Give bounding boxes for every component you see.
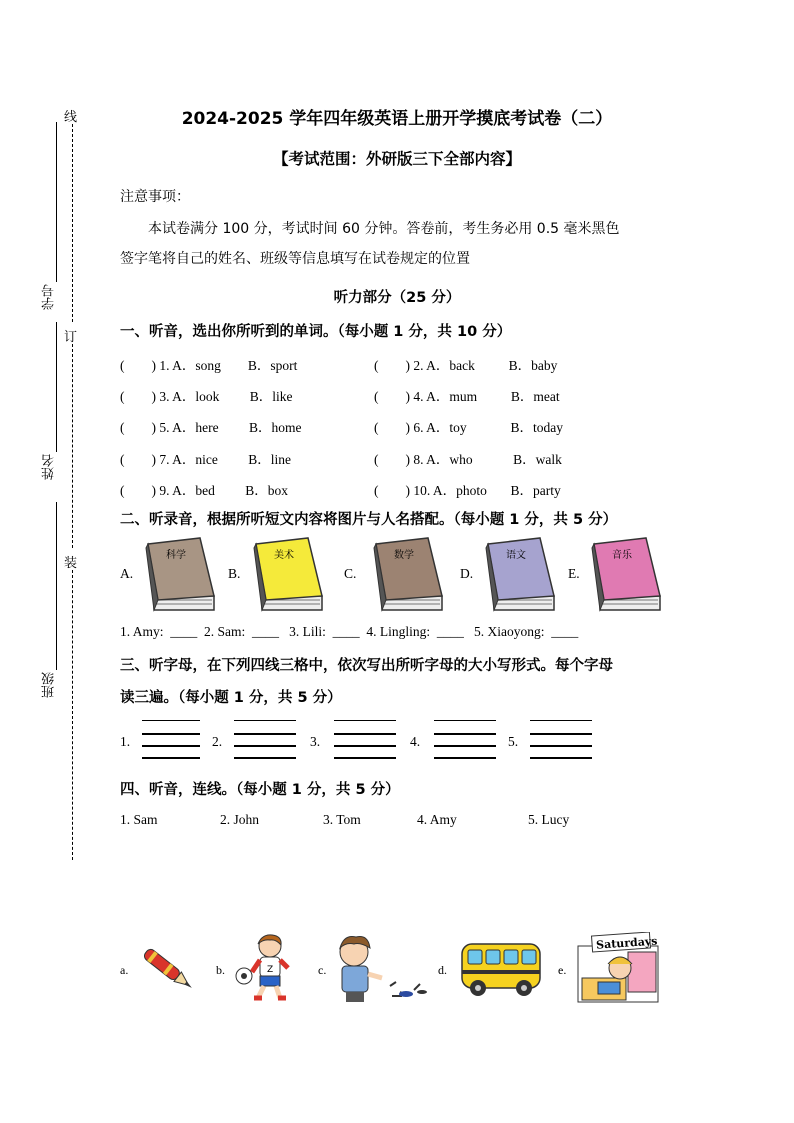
letter-item-number: 5.: [508, 734, 519, 749]
question-row[interactable]: ( ) 3. A．look B．like: [120, 389, 293, 404]
margin-zhuang-label: 装: [64, 556, 78, 571]
picture-letter: d.: [438, 963, 447, 977]
boy-football-icon[interactable]: [232, 932, 298, 1004]
science-book-icon: [144, 536, 216, 612]
book-letter: E.: [568, 566, 580, 581]
question-row[interactable]: ( ) 4. A．mum B．meat: [374, 389, 560, 404]
section-2-header: 二、听录音，根据所听短文内容将图片与人名搭配。（每小题 1 分，共 5 分）: [120, 512, 618, 528]
person-name[interactable]: 4. Amy: [417, 812, 457, 827]
student-number-label: 学号: [42, 284, 57, 310]
question-row[interactable]: ( ) 10. A．photo B．party: [374, 483, 561, 498]
book-letter: C.: [344, 566, 357, 581]
exam-range: 【考试范围：外研版三下全部内容】: [272, 150, 521, 168]
class-line[interactable]: [56, 502, 57, 670]
letter-item-number: 4.: [410, 734, 421, 749]
question-row[interactable]: ( ) 9. A．bed B．box: [120, 483, 288, 498]
book-label: 音乐: [612, 550, 632, 561]
picture-letter: b.: [216, 963, 225, 977]
student-number-line[interactable]: [56, 122, 57, 282]
person-name[interactable]: 1. Sam: [120, 812, 158, 827]
book-label: 科学: [166, 550, 186, 561]
book-label: 数学: [394, 550, 414, 561]
margin-dashed-line: [72, 344, 73, 548]
page-title: 2024-2025 学年四年级英语上册开学摸底考试卷（二）: [181, 109, 613, 129]
picture-letter: c.: [318, 963, 327, 977]
listening-header: 听力部分（25 分）: [333, 290, 461, 306]
question-row[interactable]: ( ) 6. A．toy B．today: [374, 420, 563, 435]
picture-letter: a.: [120, 963, 129, 977]
picture-letter: e.: [558, 963, 567, 977]
section-3-header: 三、听字母，在下列四线三格中，依次写出所听字母的大小写形式。每个字母: [120, 658, 613, 674]
bus-icon[interactable]: [458, 938, 544, 1000]
book-label: 美术: [274, 550, 294, 561]
person-name[interactable]: 5. Lucy: [528, 812, 570, 827]
person-name[interactable]: 3. Tom: [323, 812, 361, 827]
book-letter: D.: [460, 566, 474, 581]
student-name-line[interactable]: [56, 322, 57, 452]
student-name-label: 姓名: [42, 454, 57, 480]
question-row[interactable]: ( ) 1. A．song B．sport: [120, 358, 298, 373]
saturdays-icon[interactable]: [576, 932, 662, 1004]
math-book-icon: [372, 536, 444, 612]
chinese-book-icon: [484, 536, 556, 612]
section-3-header: 读三遍。（每小题 1 分，共 5 分）: [120, 690, 342, 706]
question-row[interactable]: ( ) 2. A．back B．baby: [374, 358, 558, 373]
person-name[interactable]: 2. John: [220, 812, 260, 827]
margin-ding-label: 订: [64, 330, 78, 345]
art-book-icon: [252, 536, 324, 612]
margin-line-label: 线: [64, 110, 78, 125]
question-row[interactable]: ( ) 7. A．nice B．line: [120, 452, 291, 467]
book-letter: B.: [228, 566, 241, 581]
section-4-header: 四、听音，连线。（每小题 1 分，共 5 分）: [120, 782, 400, 798]
book-letter: A.: [120, 566, 134, 581]
margin-dashed-line: [72, 570, 73, 860]
question-row[interactable]: ( ) 8. A．who B．walk: [374, 452, 562, 467]
music-book-icon: [590, 536, 662, 612]
notice-label: 注意事项：: [120, 189, 190, 205]
class-label: 班级: [42, 672, 57, 698]
boy-cleaning-icon[interactable]: [330, 934, 432, 1004]
letter-item-number: 3.: [310, 734, 321, 749]
name-match-line[interactable]: 1. Amy: ____ 2. Sam: ____ 3. Lili: ____ 4. Lingling: ____ 5. Xiaoyong: ____: [120, 624, 579, 639]
letter-item-number: 2.: [212, 734, 223, 749]
saturdays-label: Saturdays: [595, 934, 658, 952]
notice-line: 签字笔将自己的姓名、班级等信息填写在试卷规定的位置: [120, 251, 470, 267]
notice-line: 本试卷满分 100 分，考试时间 60 分钟。答卷前，考生务必用 0.5 毫米黑色: [148, 221, 620, 237]
pen-icon[interactable]: [136, 944, 202, 996]
svg-text:Z: Z: [267, 965, 274, 975]
letter-item-number: 1.: [120, 734, 131, 749]
section-1-header: 一、听音，选出你所听到的单词。（每小题 1 分，共 10 分）: [120, 324, 512, 340]
question-row[interactable]: ( ) 5. A．here B．home: [120, 420, 302, 435]
book-label: 语文: [506, 550, 526, 561]
